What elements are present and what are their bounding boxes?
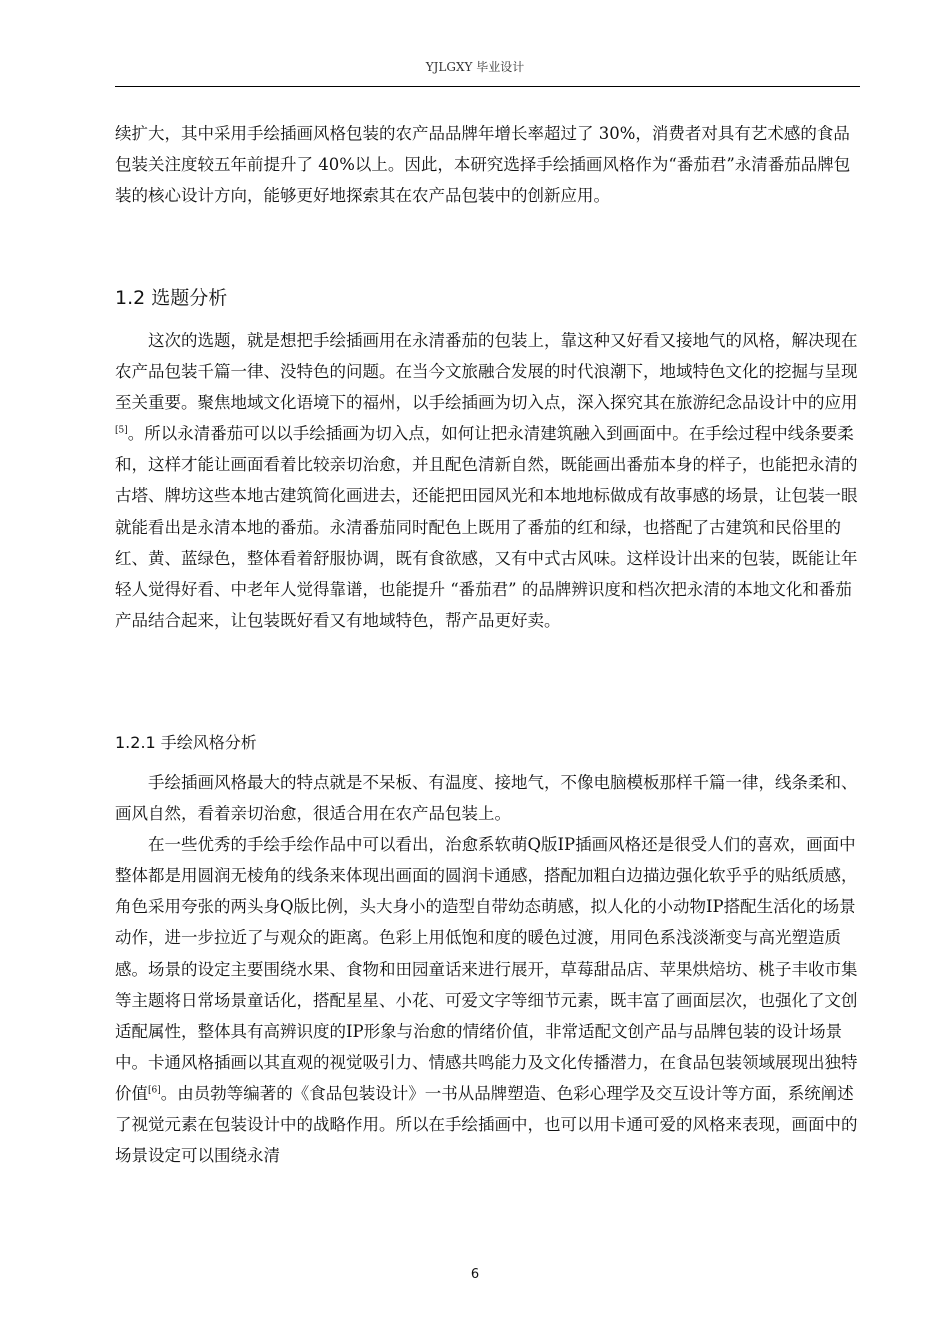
section-1-2-1-body [115, 767, 860, 1171]
section-heading-1-2: 1.2 选题分析 [115, 287, 228, 309]
paragraph-text: 这次的选题，就是想把手绘插画用在永清番茄的包装上，靠这种又好看又接地气的风格，解决现在农产品包装千篇一律、没特色的问题。在当今文旅融合发展的时代浪潮下，地域特色文化的挖掘与呈现至关重要。聚焦地域文化语境下的福州，以手绘插画为切入点，深入探究其在旅游纪念品设计中的应用 [115, 331, 858, 413]
page-number: 6 [470, 1267, 480, 1282]
section-heading-1-2-1: 1.2.1 手绘风格分析 [115, 733, 257, 752]
section-1-2-1-paragraph-2 [115, 829, 860, 1171]
intro-paragraph: 续扩大，其中采用手绘插画风格包装的农产品品牌年增长率超过了 30%，消费者对具有艺术感的食品包装关注度较五年前提升了 40%以上。因此，本研究选择手绘插画风格作为“番茄君”永清番茄品牌包装的核心设计方向，能够更好地探索其在农产品包装中的创新应用。 [115, 124, 851, 206]
paragraph-text: 。所以永清番茄可以以手绘插画为切入点，如何让把永清建筑融入到画面中。在手绘过程中线条要柔和，这样才能让画面看着比较亲切治愈，并且配色清新自然，既能画出番茄本身的样子，也能把永清的古塔、牌坊这些本地古建筑简化画进去，还能把田园风光和本地地标做成有故事感的场景，让包装一眼就能看出是永清本地的番茄。永清番茄同时配色上既用了番茄的红和绿，也搭配了古建筑和民俗里的红、黄、蓝绿色，整体看着舒服协调，既有食欲感，又有中式古风味。这样设计出来的包装，既能让年轻人觉得好看、中老年人觉得靠谱，也能提升 “番茄君” 的品牌辨识度和档次把永清的本地文化和番茄产品结合起来，让包装既好看又有地域特色，帮产品更好卖。 [115, 424, 858, 630]
intro-text [115, 118, 860, 211]
section-1-2-body [115, 325, 860, 636]
citation-ref: [6] [148, 1085, 161, 1096]
paragraph-text: 在一些优秀的手绘手绘作品中可以看出，治愈系软萌Q版IP插画风格还是很受人们的喜欢，画面中整体都是用圆润无棱角的线条来体现出画面的圆润卡通感，搭配加粗白边描边强化软乎乎的贴纸质感，角色采用夸张的两头身Q版比例，头大身小的造型自带幼态萌感，拟人化的小动物IP搭配生活化的场景动作，进一步拉近了与观众的距离。色彩上用低饱和度的暖色过渡，用同色系浅淡渐变与高光塑造质感。场景的设定主要围绕水果、食物和田园童话来进行展开，草莓甜品店、苹果烘焙坊、桃子丰收市集等主题将日常场景童话化，搭配星星、小花、可爱文字等细节元素，既丰富了画面层次，也强化了文创适配属性，整体具有高辨识度的IP形象与治愈的情绪价值，非常适配文创产品与品牌包装的设计场景中。卡通风格插画以其直观的视觉吸引力、情感共鸣能力及文化传播潜力，在食品包装领域展现出独特价值 [115, 835, 858, 1103]
running-header: YJLGXY 毕业设计 [425, 60, 525, 74]
section-1-2-paragraph [115, 325, 860, 636]
paragraph-text: 。由员勃等编著的《食品包装设计》一书从品牌塑造、色彩心理学及交互设计等方面，系统阐述了视觉元素在包装设计中的战略作用。所以在手绘插画中，也可以用卡通可爱的风格来表现，画面中的场景设定可以围绕永清 [115, 1083, 858, 1166]
citation-ref: [5] [115, 425, 128, 436]
section-1-2-1-paragraph-1: 手绘插画风格最大的特点就是不呆板、有温度、接地气，不像电脑模板那样千篇一律，线条柔和、画风自然，看着亲切治愈，很适合用在农产品包装上。 [115, 773, 858, 824]
header-divider [115, 86, 860, 87]
